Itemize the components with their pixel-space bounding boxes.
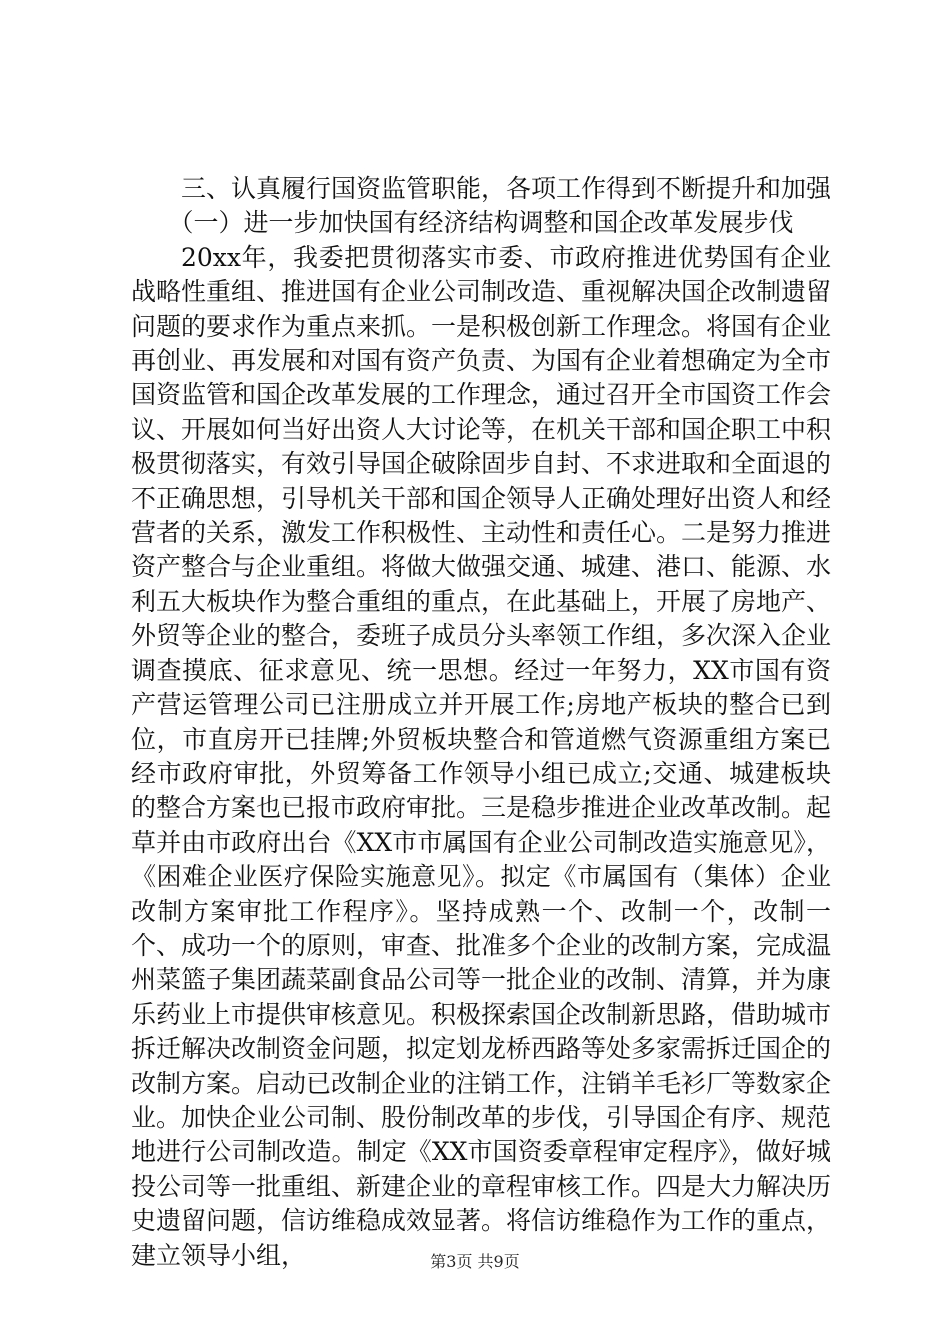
document-body (131, 172, 831, 1273)
page-number-footer: 第3页 共9页 (430, 1252, 520, 1271)
section-heading: 三、认真履行国资监管职能，各项工作得到不断提升和加强 (181, 174, 832, 203)
body-paragraph: 20xx年，我委把贯彻落实市委、市政府推进优势国有企业战略性重组、推进国有企业公司制改造、重视解决国企改制遗留问题的要求作为重点来抓。一是积极创新工作理念。将国有企业再创业、再发展和对国有资产负责、为国有企业着想确定为全市国资监管和国企改革发展的工作理念，通过召开全市国资工作会议、开展如何当好出资人大讨论等，在机关干部和国企职工中积极贯彻落实，有效引导国企破除固步自封、不求进取和全面退的不正确思想，引导机关干部和国企领导人正确处理好出资人和经营者的关系，激发工作积极性、主动性和责任心。二是努力推进资产整合与企业重组。将做大做强交通、城建、港口、能源、水利五大板块作为整合重组的重点，在此基础上，开展了房地产、外贸等企业的整合，委班子成员分头率领工作组，多次深入企业调查摸底、征求意见、统一思想。经过一年努力，XX市国有资产营运管理公司已注册成立并开展工作;房地产板块的整合已到位，市直房开已挂牌;外贸板块整合和管道燃气资源重组方案已经市政府审批，外贸筹备工作领导小组已成立;交通、城建板块的整合方案也已报市政府审批。三是稳步推进企业改革改制。起草并由市政府出台《XX市市属国有企业公司制改造实施意见》，《困难企业医疗保险实施意见》。拟定《市属国有（集体）企业改制方案审批工作程序》。坚持成熟一个、改制一个，改制一个、成功一个的原则，审查、批准多个企业的改制方案，完成温州菜篮子集团蔬菜副食品公司等一批企业的改制、清算，并为康乐药业上市提供审核意见。积极探索国企改制新思路，借助城市拆迁解决改制资金问题，拟定划龙桥西路等处多家需拆迁国企的改制方案。启动已改制企业的注销工作，注销羊毛衫厂等数家企业。加快企业公司制、股份制改革的步伐，引导国企有序、规范地进行公司制改造。制定《XX市国资委章程审定程序》，做好城投公司等一批重组、新建企业的章程审核工作。四是大力解决历史遗留问题，信访维稳成效显著。将信访维稳作为工作的重点，建立领导小组， (131, 242, 832, 1270)
subsection-heading: （一）进一步加快国有经济结构调整和国企改革发展步伐 (168, 208, 794, 238)
